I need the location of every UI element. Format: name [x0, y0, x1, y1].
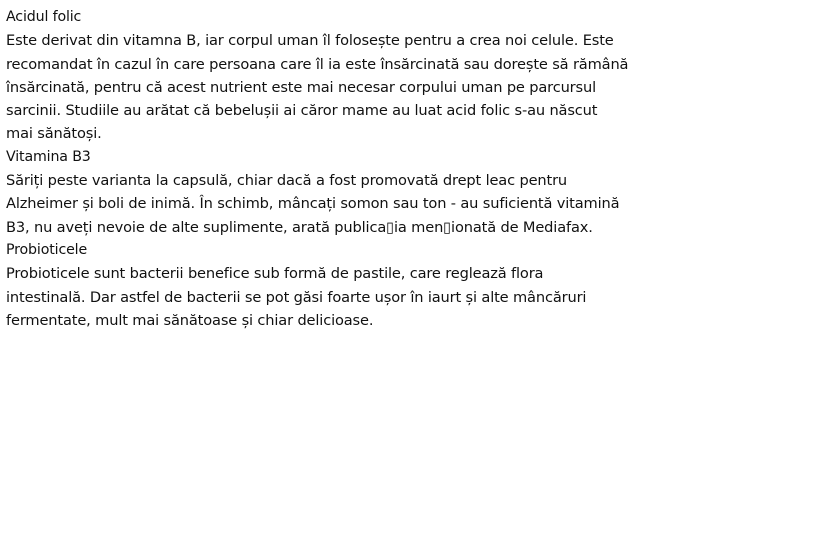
section-probioticele	[6, 239, 824, 332]
section-heading: Vitamina B3	[6, 148, 91, 165]
paragraph-line: Alzheimer și boli de inimă. În schimb, mâncați somon sau ton - au suficientă vitamină	[6, 195, 620, 213]
paragraph-line: B3, nu aveți nevoie de alte suplimente, arată publica▯ia men▯ionată de Mediafax.	[6, 218, 593, 236]
paragraph-line: mai sănătoși.	[6, 125, 102, 143]
document-body	[6, 6, 824, 332]
paragraph-line: sarcinii. Studiile au arătat că bebelușii ai căror mame au luat acid folic s-au născut	[6, 102, 598, 120]
paragraph-line: însărcinată, pentru că acest nutrient este mai necesar corpului uman pe parcursul	[6, 78, 596, 96]
section-heading: Probioticele	[6, 241, 88, 258]
section-heading: Acidul folic	[6, 9, 82, 25]
paragraph-line: Săriți peste varianta la capsulă, chiar dacă a fost promovată drept leac pentru	[6, 172, 568, 190]
paragraph-line: fermentate, mult mai sănătoase și chiar delicioase.	[6, 311, 374, 329]
section-acid-folic	[6, 6, 824, 146]
section-vitamina-b3	[6, 146, 824, 239]
paragraph-line: Este derivat din vitamna B, iar corpul uman îl folosește pentru a crea noi celule. Este	[6, 32, 614, 50]
paragraph-line: intestinală. Dar astfel de bacterii se pot găsi foarte ușor în iaurt și alte mâncăruri	[6, 288, 587, 306]
paragraph-line: recomandat în cazul în care persoana care îl ia este însărcinată sau dorește să rămână	[6, 55, 629, 73]
paragraph-line: Probioticele sunt bacterii benefice sub formă de pastile, care reglează flora	[6, 265, 544, 283]
